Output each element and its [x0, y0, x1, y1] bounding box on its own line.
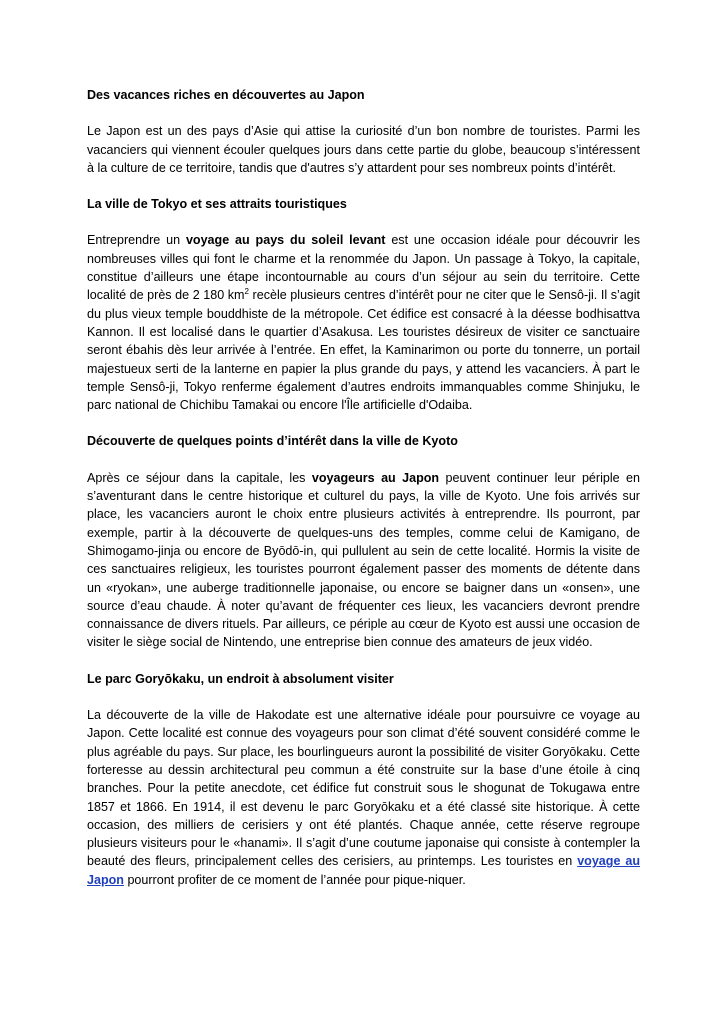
paragraph-text: pourront profiter de ce moment de l’année pour pique-niquer.: [123, 872, 466, 887]
document-title: Des vacances riches en découvertes au Japon: [87, 88, 365, 102]
superscript: 2: [244, 287, 249, 297]
section-heading-tokyo: La ville de Tokyo et ses attraits touristiques: [87, 197, 347, 212]
voyage-japon-link[interactable]: voyage au Japon: [87, 854, 641, 887]
paragraph-text: La découverte de la ville de Hakodate est une alternative idéale pour poursuivre ce voyage au Japon. Cette localité est connue des voyageurs pour son climat d’été souvent considéré comme le plus agréable du pays. Sur place, les bourlingueurs auront la possibilité de visiter Goryōkaku. Cette forteresse au dessin architectural peu commun a été construite sur la base d’une étoile à cinq branches. Pour la petite anecdote, cet édifice fut construit sous le shogunat de Tokugawa entre 1857 et 1866. En 1914, il est devenu le parc Goryōkaku et a été classé site historique. À cette occasion, des milliers de cerisiers y ont été plantés. Chaque année, cette réserve regroupe plusieurs visiteurs pour le «hanami». Il s’agit d’une coutume japonaise qui consiste à contempler la beauté des fleurs, principalement celles des cerisiers, au printemps. Les touristes en: [87, 708, 640, 869]
bold-keyword: voyageurs au Japon: [311, 470, 440, 485]
paragraph-text: recèle plusieurs centres d’intérêt pour ne citer que le Sensô-ji. Il s’agit du plus vieux temple bouddhiste de la métropole. Cet édifice est consacré à la déesse bodhisattva Kannon. Il est localisé dans le quartier d’Asakusa. Les touristes désireux de visiter ce sanctuaire seront ébahis dès leur arrivée à l’entrée. En effet, la Kaminarimon ou porte du tonnerre, un portail majestueux serti de la lanterne en papier la plus grande du pays, y attend les vacanciers. À part le temple Sensô-ji, Tokyo renferme également d’autres endroits immanquables comme Shinjuku, le parc national de Chichibu Tamakai ou encore l'Île artificielle d'Odaiba.: [87, 288, 640, 413]
bold-keyword: voyage au pays du soleil levant: [185, 233, 386, 248]
section-heading-goryokaku: Le parc Goryōkaku, un endroit à absolument visiter: [87, 671, 394, 686]
paragraph-text: est une occasion idéale pour découvrir les nombreuses villes qui font le charme et la renommée du Japon. Un passage à Tokyo, la capitale, constitue d’ailleurs une étape incontournable au cours d’un séjour au sein du territoire. Cette localité de près de 2 180 km: [87, 233, 640, 303]
section-paragraph-tokyo: [87, 231, 640, 414]
paragraph-text: peuvent continuer leur périple en s’aventurant dans le centre historique et culturel du pays, la ville de Kyoto. Une fois arrivés sur place, les vacanciers auront le choix entre plusieurs activités à entreprendre. Ils pourront, par exemple, partir à la découverte de quelques-uns des temples, comme celui de Kamigano, de Shimogamo-jinja ou encore de Byōdō-in, qui pullulent au sein de cette localité. Hormis la visite de ces sanctuaires religieux, les touristes pourront également passer des moments de détente dans un «ryokan», une auberge traditionnelle japonaise, ou encore se baigner dans un «onsen», une source d’eau chaude. À noter qu’avant de fréquenter ces lieux, les vacanciers devront prendre connaissance de divers rituels. Par ailleurs, ce périple au cœur de Kyoto est aussi une occasion de visiter le siège social de Nintendo, une entreprise bien connue des amateurs de jeux vidéo.: [87, 470, 640, 650]
paragraph-text: Entreprendre un: [87, 233, 186, 248]
section-heading-kyoto: Découverte de quelques points d’intérêt dans la ville de Kyoto: [87, 434, 458, 449]
paragraph-text: Après ce séjour dans la capitale, les: [87, 470, 312, 485]
section-paragraph-kyoto: [87, 469, 640, 652]
intro-paragraph: Le Japon est un des pays d’Asie qui attise la curiosité d’un bon nombre de touristes. Parmi les vacanciers qui viennent écouler quelques jours dans cette partie du globe, beaucoup s’intéressent à la culture de ce territoire, tandis que d'autres s’y attardent pour ses nombreux points d’intérêt.: [87, 124, 640, 175]
section-paragraph-goryokaku: [87, 706, 640, 889]
